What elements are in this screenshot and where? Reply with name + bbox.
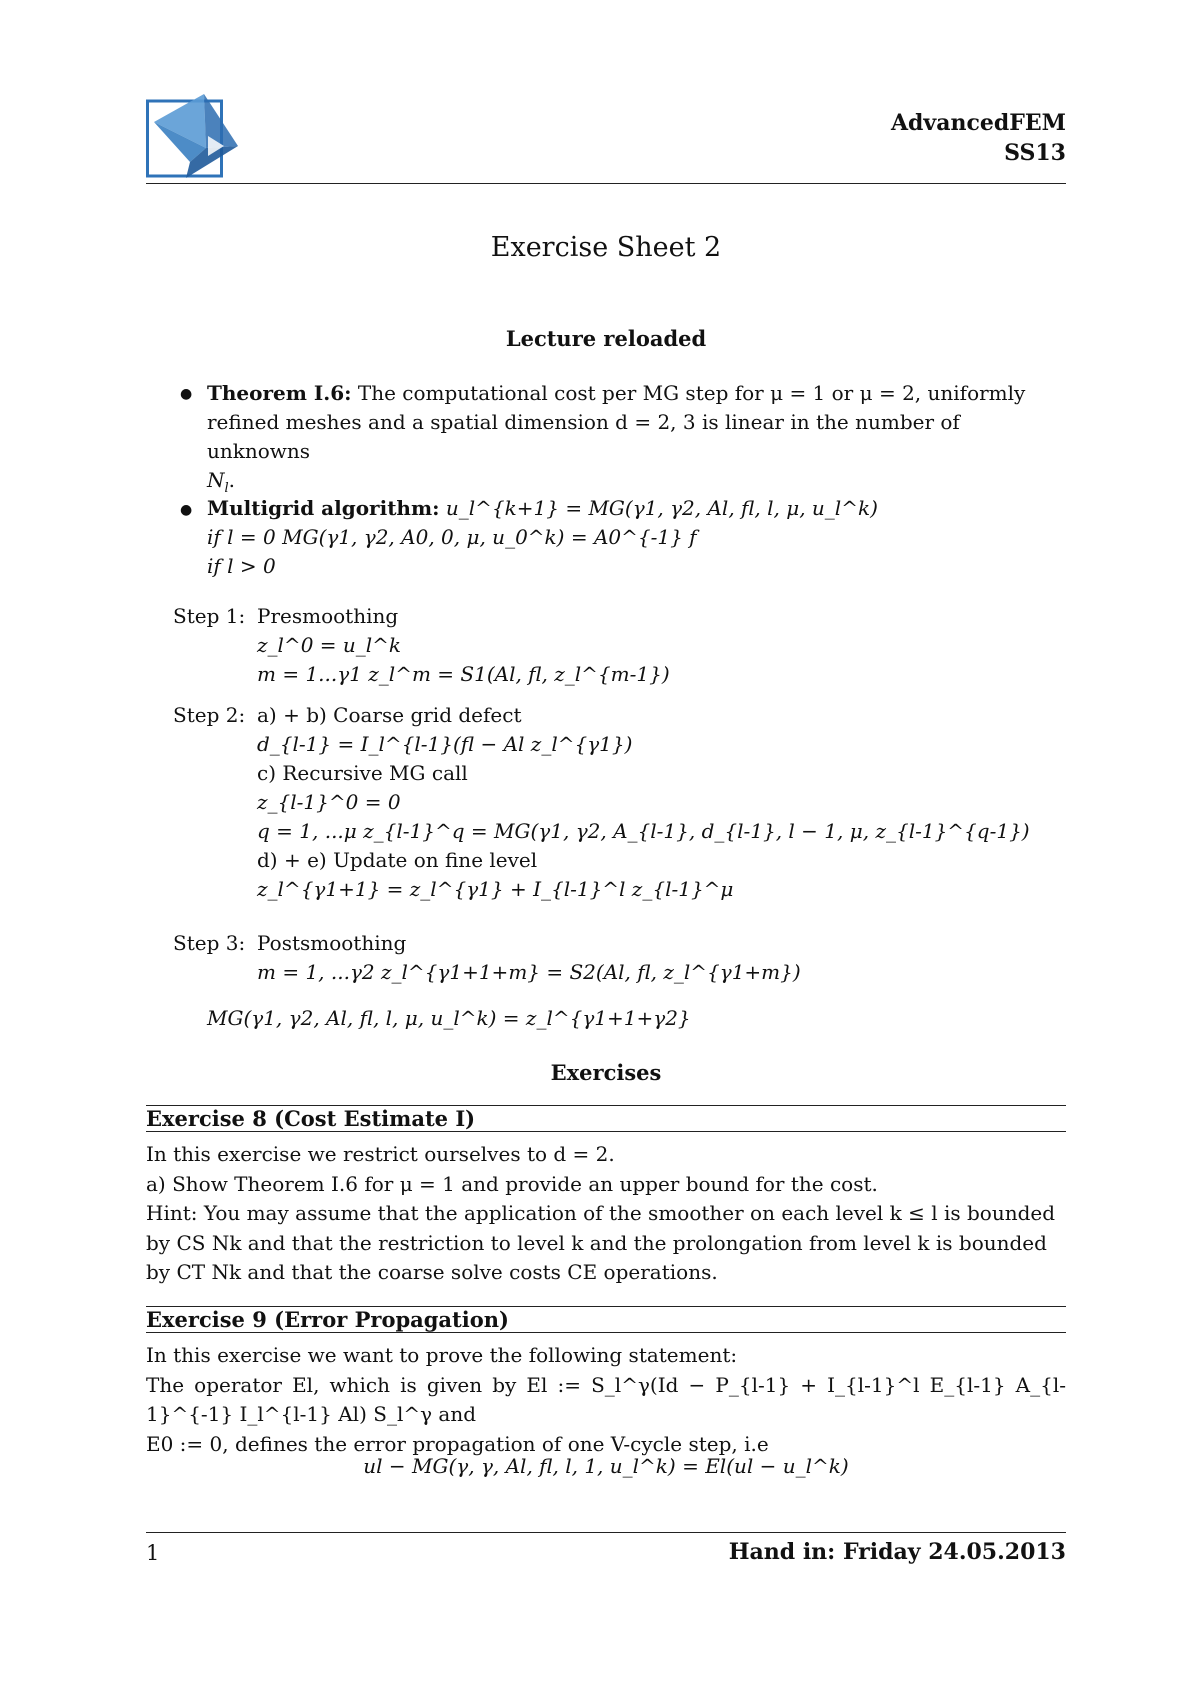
theorem-label: Theorem I.6:: [207, 381, 352, 405]
step2-line5: d) + e) Update on fine level: [257, 848, 538, 872]
mg-formula: u_l^{k+1} = MG(γ1, γ2, Al, fl, l, μ, u_l^k): [445, 496, 878, 520]
footer-rule: [146, 1532, 1066, 1533]
semester: SS13: [1004, 140, 1066, 166]
step1-label: Step 1:: [173, 604, 246, 628]
exercises-heading: Exercises: [550, 1060, 662, 1085]
step1-block: [257, 602, 1077, 689]
course-header: [891, 108, 1066, 168]
ex8-line3: Hint: You may assume that the application of the smoother on each level k ≤ l is bounded: [146, 1201, 1056, 1225]
step1-line1: z_l^0 = u_l^k: [257, 633, 402, 657]
ex8-line2: a) Show Theorem I.6 for μ = 1 and provide an upper bound for the cost.: [146, 1171, 878, 1196]
ex9-line1: In this exercise we want to prove the following statement:: [146, 1343, 738, 1367]
theorem-text-2: refined meshes and a spatial dimension d = 2, 3 is linear in the number of unknowns: [207, 410, 960, 463]
mg-label: Multigrid algorithm:: [207, 496, 440, 520]
lecture-heading: Lecture reloaded: [505, 326, 707, 351]
hand-in-date: Hand in: Friday 24.05.2013: [728, 1539, 1066, 1565]
ex8-body: [146, 1140, 1066, 1288]
step2-label: Step 2:: [173, 703, 246, 727]
if-l0: if l = 0 MG(γ1, γ2, A0, 0, μ, u_0^k) = A0^{-1} f: [207, 525, 697, 549]
step3-line1: m = 1, ...γ2 z_l^{γ1+1+m} = S2(Al, fl, z_l^{γ1+m}): [257, 960, 801, 984]
step3-block: [257, 929, 1077, 987]
tetrahedron-logo-icon: [146, 92, 242, 180]
ex8-line1: In this exercise we restrict ourselves to d = 2.: [146, 1142, 615, 1166]
theorem-text-1: The computational cost per MG step for μ = 1 or μ = 2, uniformly: [357, 381, 1026, 405]
step2-title: a) + b) Coarse grid defect: [257, 703, 522, 727]
ex8-line4: by CS Nk and that the restriction to level k and the prolongation from level k is bounded: [146, 1230, 1047, 1255]
ex9-line3: E0 := 0, defines the error propagation of one V-cycle step, i.e: [146, 1431, 769, 1456]
page-title: Exercise Sheet 2: [490, 232, 722, 263]
ex9-body: [146, 1341, 1066, 1459]
step1-title: Presmoothing: [257, 604, 399, 628]
ex8-title: Exercise 8 (Cost Estimate I): [146, 1106, 476, 1131]
ex9-line2: The operator El, which is given by El := S_l^γ(Id − P_{l-1} + I_{l-1}^l E_{l-1} A_{l-1}^{-1} I_l^{l-1} Al) S_l^γ and: [146, 1372, 1066, 1426]
step2-line1: d_{l-1} = I_l^{l-1}(fl − Al z_l^{γ1}): [257, 732, 633, 756]
ex9-title: Exercise 9 (Error Propagation): [146, 1307, 509, 1332]
step2-line6: z_l^{γ1+1} = z_l^{γ1} + I_{l-1}^l z_{l-1}^μ: [257, 877, 734, 901]
theorem-block: [207, 379, 1067, 495]
header-rule: [146, 183, 1066, 184]
theorem-text-3-end: .: [228, 468, 236, 492]
mg-block: [207, 494, 1067, 581]
course-name: AdvancedFEM: [890, 110, 1066, 136]
theorem-text-3: N: [207, 468, 225, 492]
step2-line4: q = 1, ...μ z_{l-1}^q = MG(γ1, γ2, A_{l-1}, d_{l-1}, l − 1, μ, z_{l-1}^{q-1}): [257, 819, 1030, 843]
ex9-bottom-rule: [146, 1332, 1066, 1333]
step1-line2: m = 1...γ1 z_l^m = S1(Al, fl, z_l^{m-1}): [257, 662, 670, 686]
theorem-text-3-sub: l: [224, 481, 229, 496]
mg-result: MG(γ1, γ2, Al, fl, l, μ, u_l^k) = z_l^{γ1+1+γ2}: [207, 1006, 691, 1030]
page-number: 1: [146, 1541, 160, 1565]
step2-line3: z_{l-1}^0 = 0: [257, 790, 401, 814]
step3-label: Step 3:: [173, 931, 246, 955]
ex8-line5: by CT Nk and that the coarse solve costs CE operations.: [146, 1260, 718, 1284]
step2-line2: c) Recursive MG call: [257, 761, 468, 785]
ex9-formula: ul − MG(γ, γ, Al, fl, l, 1, u_l^k) = El(ul − u_l^k): [363, 1454, 849, 1478]
ex8-bottom-rule: [146, 1131, 1066, 1132]
bullet-icon: ●: [180, 386, 193, 402]
step2-block: [257, 701, 1077, 904]
bullet-icon: ●: [180, 502, 193, 518]
step3-title: Postsmoothing: [257, 931, 407, 955]
if-lgt0: if l > 0: [207, 554, 276, 578]
